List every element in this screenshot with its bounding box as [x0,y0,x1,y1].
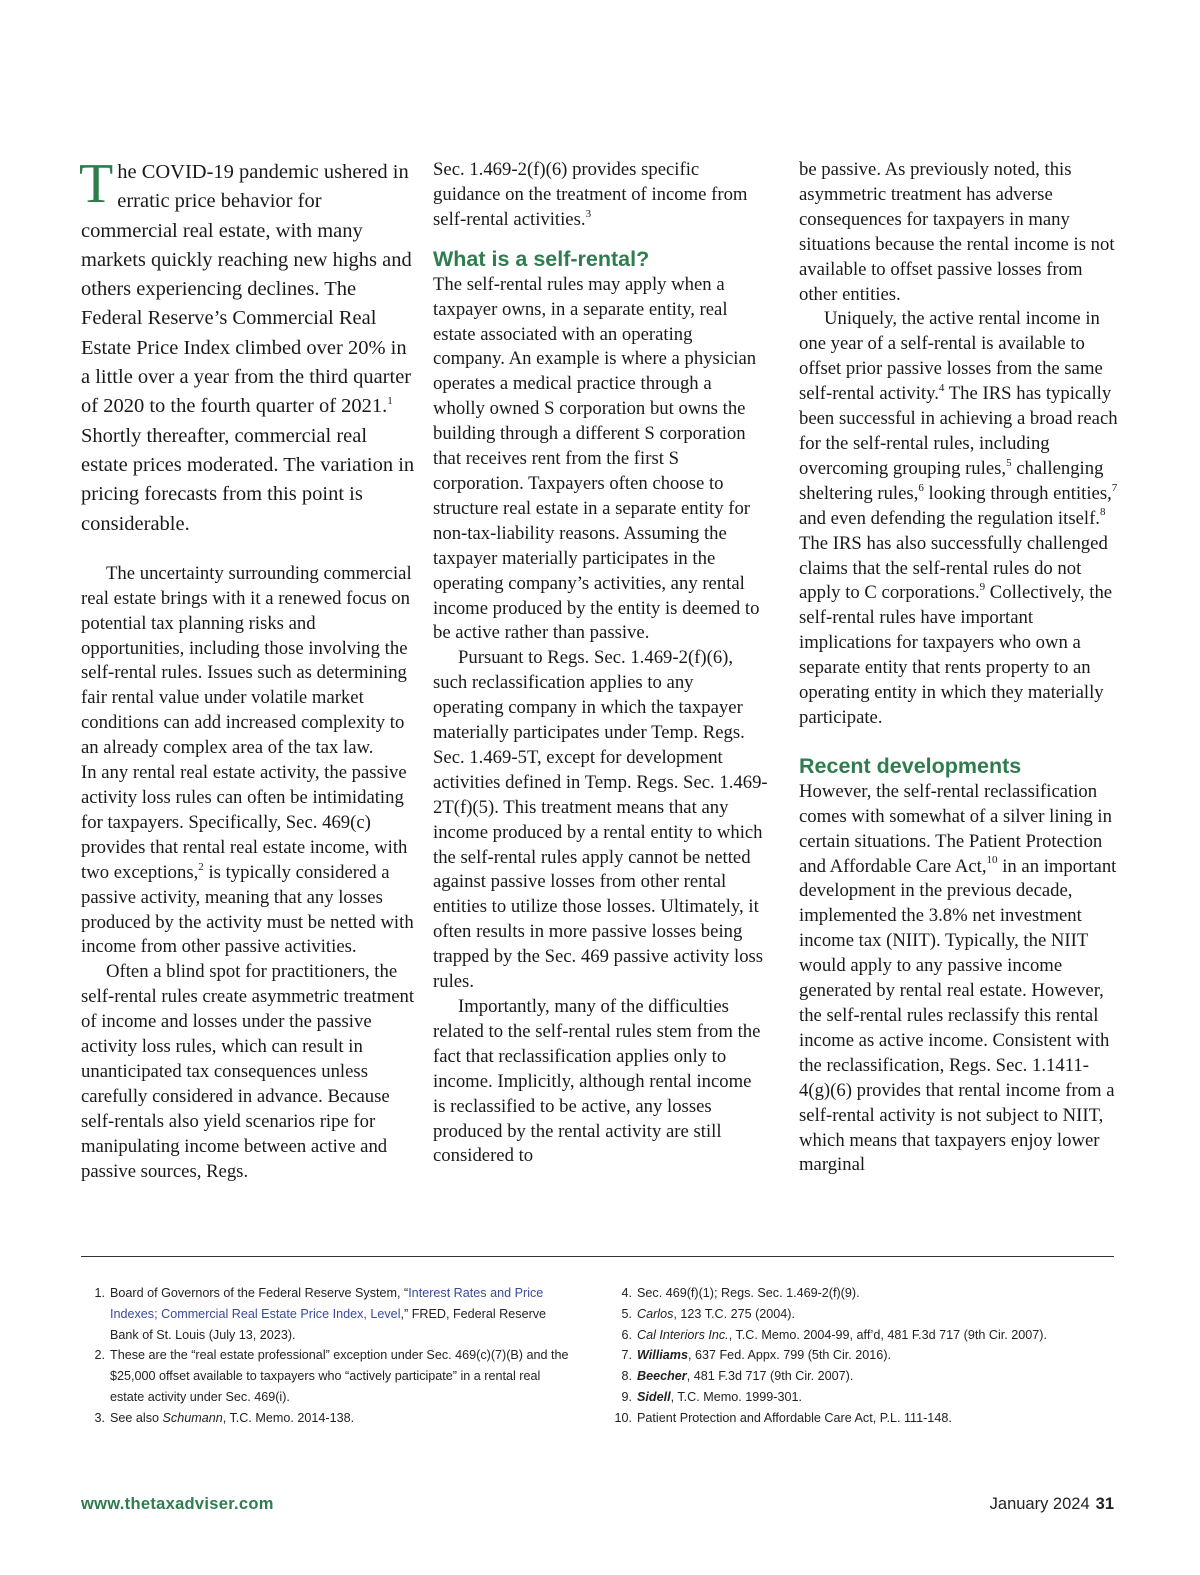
footnote-item: 4. Sec. 469(f)(1); Regs. Sec. 1.469-2(f)(9). [621,1286,860,1300]
body-paragraph: Pursuant to Regs. Sec. 1.469-2(f)(6), such reclassification applies to any operating company in which the taxpayer materially participates under Temp. Regs. Sec. 1.469-5T, except for development activities defined in Temp. Regs. Sec. 1.469-2T(f)(5). This treatment means that any income produced by a rental entity to which the self-rental rules apply cannot be netted against passive losses from other rental entities to utilize those losses. Ultimately, it often results in more passive losses being trapped by the Sec. 469 passive activity loss rules. [433,647,768,993]
footnote-divider [81,1256,1114,1257]
section-heading: What is a self-rental? [433,246,650,271]
section-heading: Recent developments [799,753,1022,778]
footnote-item: 9. Sidell, T.C. Memo. 1999-301. [621,1389,802,1404]
footnote-item: 3. See also Schumann, T.C. Memo. 2014-138. [94,1410,355,1425]
footnotes-right [605,1283,1125,1429]
footnote-item: 10. Patient Protection and Affordable Care Act, P.L. 111-148. [614,1410,952,1425]
footnote-link[interactable]: Interest Rates and Price Indexes; Commercial Real Estate Price Index, Level [110,1286,544,1321]
body-paragraph: However, the self-rental reclassification comes with somewhat of a silver lining in certain situations. The Patient Protection and Affordable Care Act,$^{10}$ in an important development in the previous decade, implemented the 3.8% net investment income tax (NIIT). Typically, the NIIT would apply to any passive income generated by rental real estate. However, the self-rental rules reclassify this rental income as active income. Consistent with the reclassification, Regs. Sec. 1.1411-4(g)(6) provides that rental income from a self-rental activity is not subject to NIIT, which means that taxpayers enjoy lower marginal [799,780,1117,1176]
footer-issue [990,1495,1114,1514]
footer-website-link[interactable]: www.thetaxadviser.com [81,1495,274,1513]
body-paragraph: The self-rental rules may apply when a taxpayer owns, in a separate entity, real estate associated with an operating company. An example is where a physician operates a medical practice through a wholly owned S corporation but owns the building through a different S corporation that receives rent from the first S corporation. Taxpayers often choose to structure real estate in a separate entity for non-tax-liability reasons. Assuming the taxpayer materially participates in the operating company’s activities, any rental income produced by the entity is deemed to be active rather than passive. [433,273,760,644]
article-column-1 [79,153,416,1185]
article-column-3 [799,158,1119,1178]
footnote-ref-10[interactable]: 10 [986,854,998,867]
footnote-ref-8[interactable]: 8 [1099,506,1106,519]
body-paragraph: Importantly, many of the difficulties related to the self-rental rules stem from the fact that reclassification applies only to income. Implicitly, although rental income is reclassified to be active, any losses produced by the rental activity are still considered to [433,996,761,1167]
footnote-item: 1. Board of Governors of the Federal Reserve System, “Interest Rates and Price Indexes; Commercial Real Estate Price Index, Level,” FRED, Federal Reserve Bank of St. Louis (July 13, 2023). [94,1286,547,1342]
footnote-item: 8. Beecher, 481 F.3d 717 (9th Cir. 2007). [621,1369,854,1384]
page-number: 31 [1095,1495,1114,1513]
footnote-item: 2. These are the “real estate professional” exception under Sec. 469(c)(7)(B) and the $25,000 offset available to taxpayers who “actively participate” in a rental real estate activity under Sec. 469(i). [94,1348,569,1404]
body-paragraph: Uniquely, the active rental income in one year of a self-rental is available to offset prior passive losses from the same self-rental activity.$^4$ The IRS has typically been successful in achieving a broad reach for the self-rental rules, including overcoming grouping rules,$^5$ challenging sheltering rules,$^6$ looking through entities,$^7$ and even defending the regulation itself.$^8$ The IRS has also successfully challenged claims that the self-rental rules do not apply to C corporations.$^9$ Collectively, the self-rental rules have important implications for taxpayers who own a separate entity that rents property to an operating entity in which they materially participate. [799,308,1118,728]
footnote-ref-5[interactable]: 5 [1006,456,1012,469]
footnote-ref-3[interactable]: 3 [585,207,592,220]
footnote-ref-9[interactable]: 9 [979,581,986,594]
footnote-ref-7[interactable]: 7 [1111,481,1118,494]
footnote-item: 6. Cal Interiors Inc., T.C. Memo. 2004-99, aff’d, 481 F.3d 717 (9th Cir. 2007). [621,1327,1047,1342]
article-column-2 [433,158,768,1169]
body-paragraph: Often a blind spot for practitioners, the self-rental rules create asymmetric treatment of income and losses under the passive activity loss rules, which can result in unanticipated tax consequences unless carefully considered in advance. Because self-rentals also yield scenarios ripe for manipulating income between active and passive sources, Regs. [81,961,415,1182]
body-paragraph: be passive. As previously noted, this asymmetric treatment has adverse consequences for taxpayers in many situations because the rental income is not available to offset passive losses from other entities. [799,159,1115,305]
drop-cap: T [79,153,114,215]
intro-paragraph [79,153,416,539]
footnote-ref-4[interactable]: 4 [938,381,945,394]
footnote-item: 5. Carlos, 123 T.C. 275 (2004). [621,1306,795,1321]
issue-date: January 2024 [989,1495,1090,1513]
intro-text: he COVID-19 pandemic ushered in erratic price behavior for commercial real estate, with many markets quickly reaching new highs and others experiencing declines. The Federal Reserve’s Commercial Real Estate Price Index climbed over 20% in a little over a year from the third quarter of 2020 to the fourth quarter of 2021. [81,161,412,418]
body-paragraph: Sec. 1.469-2(f)(6) provides specific guidance on the treatment of income from self-rental activities.$^3$ [433,159,748,230]
footnote-ref-1[interactable]: 1 [387,394,393,407]
intro-text-after: Shortly thereafter, commercial real estate prices moderated. The variation in pricing forecasts from this point is considerable. [81,424,415,535]
footnote-ref-2[interactable]: 2 [198,860,204,873]
footnote-item: 7. Williams, 637 Fed. Appx. 799 (5th Cir. 2016). [621,1348,892,1363]
footnote-ref-6[interactable]: 6 [918,481,924,494]
body-paragraph: In any rental real estate activity, the passive activity loss rules can often be intimidating for taxpayers. Specifically, Sec. 469(c) provides that rental real estate income, with two exceptions,$^2$ is typically considered a passive activity, meaning that any losses produced by the activity must be netted with income from other passive activities. [81,762,414,958]
body-paragraph: The uncertainty surrounding commercial real estate brings with it a renewed focus on potential tax planning risks and opportunities, including those involving the self-rental rules. Issues such as determining fair rental value under volatile market conditions can add increased complexity to an already complex area of the tax law. [81,562,412,759]
footnotes-left [78,1283,578,1429]
